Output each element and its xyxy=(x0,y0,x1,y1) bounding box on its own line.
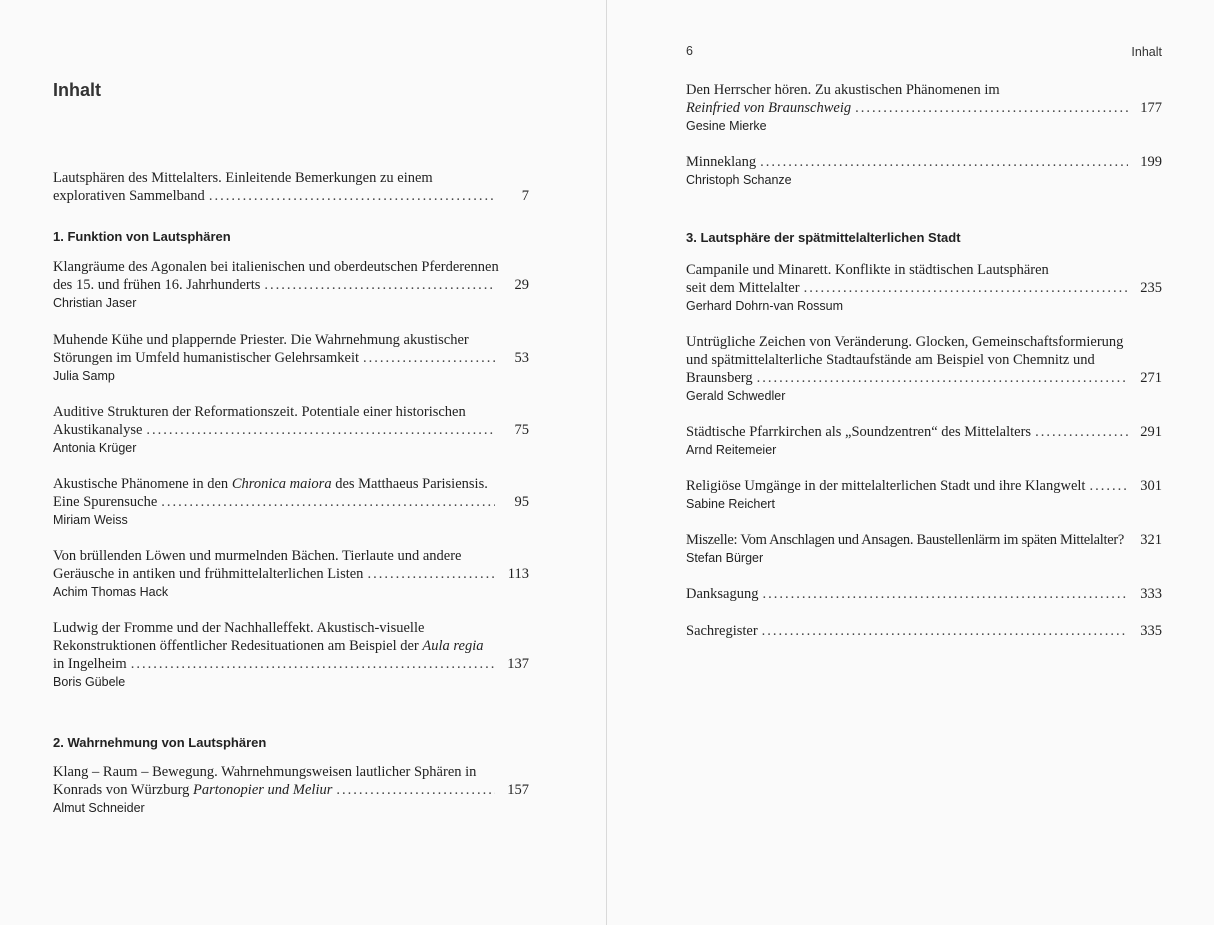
page-number: 75 xyxy=(514,422,529,438)
toc-entry xyxy=(686,585,1162,603)
entry-author: Achim Thomas Hack xyxy=(53,585,169,599)
entry-title-last: Danksagung xyxy=(686,586,759,602)
entry-title-last: Städtische Pfarrkirchen als „Soundzentren“ des Mittelalters xyxy=(686,424,1032,440)
toc-entry-intro xyxy=(53,169,529,205)
toc-entry xyxy=(686,153,1162,189)
leader-dots xyxy=(209,187,495,205)
page-number: 137 xyxy=(507,656,529,672)
entry-author: Arnd Reitemeier xyxy=(686,443,777,457)
entry-title-line: Lautsphären des Mittelalters. Einleitende Bemerkungen zu einem xyxy=(53,170,433,186)
toc-entry xyxy=(53,619,529,691)
entry-title-last: Minneklang xyxy=(686,154,757,170)
entry-title-text: des Matthaeus Parisiensis. xyxy=(331,476,488,492)
entry-title-text: Akustische Phänomene in den xyxy=(53,476,232,492)
leader-dots xyxy=(336,781,495,799)
entry-title-text: Konrads von Würzburg xyxy=(53,782,194,798)
entry-title-last: Religiöse Umgänge in der mittelalterlichen Stadt und ihre Klangwelt xyxy=(686,478,1086,494)
entry-title-italic: Reinfried von Braunschweig xyxy=(686,100,852,116)
entry-title-last: Braunsberg xyxy=(686,370,753,386)
page-number: 157 xyxy=(507,782,529,798)
page-number: 291 xyxy=(1140,424,1162,440)
page-number: 335 xyxy=(1140,623,1162,639)
toc-entry xyxy=(686,477,1162,513)
page-number: 177 xyxy=(1140,100,1162,116)
leader-dots xyxy=(757,369,1128,387)
entry-title-last: des 15. und frühen 16. Jahrhunderts xyxy=(53,277,261,293)
page-number: 235 xyxy=(1140,280,1162,296)
running-head: Inhalt xyxy=(1131,45,1162,59)
entry-author: Gerald Schwedler xyxy=(686,389,786,403)
entry-author: Stefan Bürger xyxy=(686,551,764,565)
leader-dots xyxy=(146,421,495,439)
toc-entry xyxy=(53,403,529,457)
entry-author: Miriam Weiss xyxy=(53,513,128,527)
entry-title-italic: Chronica maiora xyxy=(231,476,332,492)
entry-author: Boris Gübele xyxy=(53,675,126,689)
entry-title-last: Geräusche in antiken und frühmittelalterlichen Listen xyxy=(53,566,364,582)
entry-title-last: Störungen im Umfeld humanistischer Gelehrsamkeit xyxy=(53,350,360,366)
toc-entry xyxy=(686,261,1162,315)
entry-title-line: Auditive Strukturen der Reformationszeit. Potentiale einer historischen xyxy=(53,404,466,420)
leader-dots xyxy=(804,279,1128,297)
entry-title-line: Klang – Raum – Bewegung. Wahrnehmungsweisen lautlicher Sphären in xyxy=(53,764,477,780)
entry-title-text: Rekonstruktionen öffentlicher Redesituationen am Beispiel der xyxy=(53,638,423,654)
leader-dots xyxy=(363,349,495,367)
leader-dots xyxy=(264,276,495,294)
section-title-3: 3. Lautsphäre der spätmittelalterlichen Stadt xyxy=(686,230,961,245)
entry-author: Gesine Mierke xyxy=(686,119,767,133)
entry-author: Christian Jaser xyxy=(53,296,137,310)
section-title-1: 1. Funktion von Lautsphären xyxy=(53,229,231,244)
toc-entry xyxy=(53,331,529,385)
entry-author: Antonia Krüger xyxy=(53,441,137,455)
leader-dots xyxy=(161,493,495,511)
entry-title-last: Eine Spurensuche xyxy=(53,494,158,510)
entry-title-line xyxy=(53,637,529,655)
entry-title-last xyxy=(53,781,332,799)
page-number: 333 xyxy=(1140,586,1162,602)
entry-author: Julia Samp xyxy=(53,369,115,383)
toc-entry xyxy=(53,475,529,529)
right-page xyxy=(607,0,1214,925)
page-number: 321 xyxy=(1140,532,1162,548)
entry-title-line: Den Herrscher hören. Zu akustischen Phänomenen im xyxy=(686,82,1000,98)
toc-entry xyxy=(686,423,1162,459)
entry-title-line: Ludwig der Fromme und der Nachhalleffekt. Akustisch-visuelle xyxy=(53,620,425,636)
entry-title-last: seit dem Mittelalter xyxy=(686,280,800,296)
toc-entry xyxy=(686,333,1162,405)
entry-title-last: Miszelle: Vom Anschlagen und Ansagen. Baustellenlärm im späten Mittelalter? xyxy=(686,532,1125,548)
leader-dots xyxy=(367,565,495,583)
entry-title-italic: Aula regia xyxy=(422,638,484,654)
entry-title-italic: Partonopier und Meliur xyxy=(193,782,333,798)
leader-dots xyxy=(855,99,1128,117)
toc-entry xyxy=(686,81,1162,135)
leader-dots xyxy=(1035,423,1128,441)
entry-title-line: Von brüllenden Löwen und murmelnden Bächen. Tierlaute und andere xyxy=(53,548,462,564)
entry-author: Almut Schneider xyxy=(53,801,145,815)
leader-dots xyxy=(131,655,495,673)
entry-title-line: Klangräume des Agonalen bei italienischen und oberdeutschen Pferderennen xyxy=(53,259,499,275)
entry-title-last: Sachregister xyxy=(686,623,758,639)
section-title-2: 2. Wahrnehmung von Lautsphären xyxy=(53,735,267,750)
entry-title-last: explorativen Sammelband xyxy=(53,188,205,204)
page-number: 271 xyxy=(1140,370,1162,386)
page-number: 29 xyxy=(514,277,529,293)
toc-entry xyxy=(686,531,1162,567)
toc-heading: Inhalt xyxy=(53,80,101,100)
entry-title-line: Muhende Kühe und plappernde Priester. Die Wahrnehmung akustischer xyxy=(53,332,469,348)
page-number: 113 xyxy=(507,566,529,582)
entry-author: Sabine Reichert xyxy=(686,497,775,511)
leader-dots xyxy=(1089,477,1128,495)
page-number: 7 xyxy=(521,188,529,204)
entry-title-line: und spätmittelalterliche Stadtaufstände am Beispiel von Chemnitz und xyxy=(686,352,1095,368)
entry-author: Christoph Schanze xyxy=(686,173,792,187)
page-number: 301 xyxy=(1140,478,1162,494)
entry-title-line xyxy=(53,475,529,493)
toc-entry xyxy=(53,547,529,601)
page-number: 95 xyxy=(514,494,529,510)
page-number: 53 xyxy=(514,350,529,366)
toc-entry xyxy=(53,763,529,817)
left-page xyxy=(0,0,606,925)
entry-title-last: in Ingelheim xyxy=(53,656,127,672)
toc-entry xyxy=(53,258,529,312)
leader-dots xyxy=(762,622,1128,640)
page-number: 199 xyxy=(1140,154,1162,170)
entry-author: Gerhard Dohrn-van Rossum xyxy=(686,299,844,313)
entry-title-last: Akustikanalyse xyxy=(53,422,143,438)
leader-dots xyxy=(763,585,1129,603)
toc-entry xyxy=(686,622,1162,640)
entry-title-line: Untrügliche Zeichen von Veränderung. Glocken, Gemeinschaftsformierung xyxy=(686,334,1124,350)
page-number-header: 6 xyxy=(686,44,693,58)
entry-title-line: Campanile und Minarett. Konflikte in städtischen Lautsphären xyxy=(686,262,1049,278)
leader-dots xyxy=(760,153,1128,171)
